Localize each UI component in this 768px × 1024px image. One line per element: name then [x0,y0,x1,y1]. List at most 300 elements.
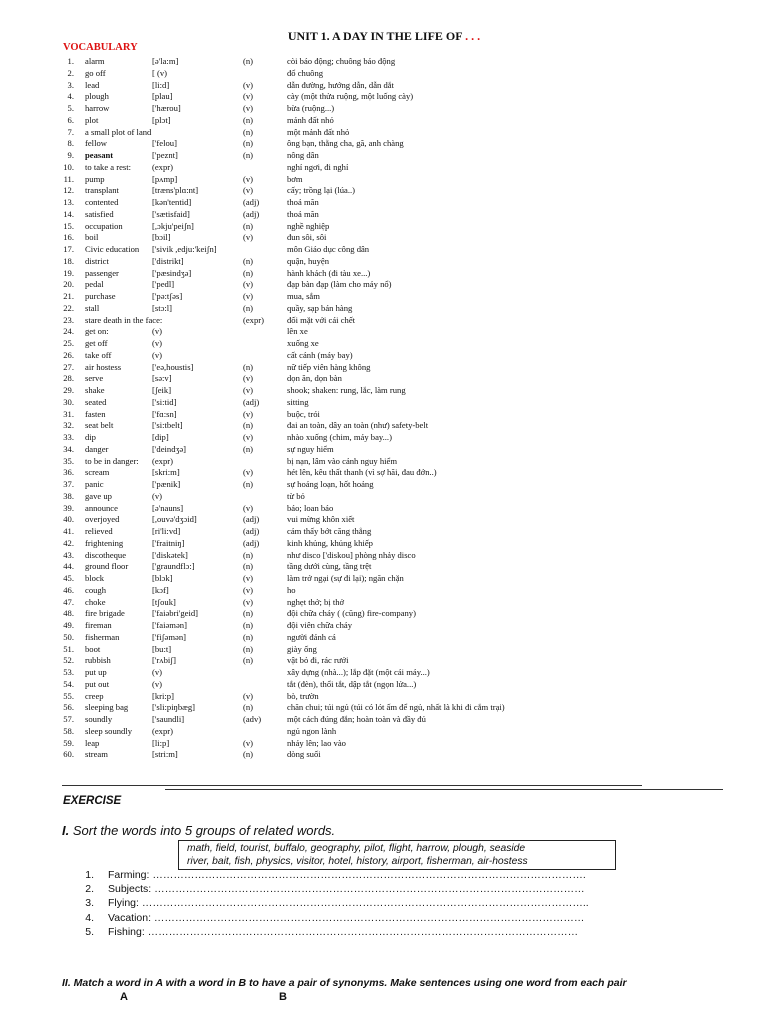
vocab-meaning: chăn chui; túi ngủ (túi có lót ấm để ngủ, nhất là khi đi cắm trại) [287,702,505,713]
vocab-row [0,197,768,209]
vocab-number: 31. [63,408,74,419]
vocab-pos: (adj) [243,526,260,536]
vocab-word: fisherman [85,631,120,642]
vocab-number: 24. [63,326,74,337]
vocab-word: plot [85,114,99,125]
vocab-number: 49. [63,620,74,630]
vocab-number: 53. [63,667,74,677]
vocab-word: fireman [85,620,112,630]
vocab-number: 19. [63,267,74,278]
vocab-ipa: [sə:v] [152,373,172,384]
word-box-line: river, bait, fish, physics, visitor, hotel, history, airport, fisherman, air-hostess [187,856,528,867]
vocab-meaning: đai an toàn, dây an toàn (như) safety-belt [287,420,429,431]
vocab-pos: (n) [243,220,254,231]
vocab-row [0,456,768,468]
vocab-number: 59. [63,737,74,748]
vocab-row [0,209,768,221]
vocab-ipa: ['fraitniŋ] [152,537,185,548]
vocab-ipa: [kən'tentid] [152,197,192,207]
vocab-ipa: (expr) [152,725,173,736]
vocab-word: get on: [85,326,109,337]
vocab-row [0,362,768,374]
vocab-meaning: nhào xuống (chim, máy bay...) [287,432,392,442]
vocab-meaning: cày (một thửa ruộng, một luống cày) [287,91,414,102]
vocab-pos: (n) [243,114,254,125]
vocab-number: 60. [63,749,74,760]
vocab-ipa: ['sli:piŋbæg] [152,702,196,713]
vocab-number: 38. [63,490,74,501]
vocab-meaning: xây dựng (nhà...); lắp đặt (một cái máy...) [287,667,430,677]
vocab-ipa: [li:d] [152,79,170,90]
vocab-number: 46. [63,584,74,595]
vocab-meaning: xuống xe [287,338,319,348]
vocab-number: 40. [63,514,74,525]
vocab-ipa: ['fɑ:sn] [152,408,177,419]
vocab-meaning: đun sôi, sôi [287,232,327,243]
vocab-number: 4. [67,91,74,102]
vocab-row [0,232,768,244]
vocab-word: rubbish [85,655,111,666]
vocab-row [0,385,768,397]
vocab-ipa: [skri:m] [152,467,180,478]
vocabulary-heading: VOCABULARY [63,42,138,53]
vocab-row [0,56,768,68]
vocab-pos: (v) [243,373,254,384]
vocab-word: Civic education [85,244,140,254]
vocab-ipa: [li:p] [152,737,170,748]
vocab-word: pump [85,173,105,184]
vocab-word: seat belt [85,420,114,431]
vocab-pos: (v) [243,467,254,478]
vocab-word: fasten [85,408,106,419]
vocab-word: leap [85,737,100,748]
vocab-pos: (v) [243,185,254,196]
vocab-word: boil [85,232,99,243]
vocab-ipa: ['fiʃəmən] [152,631,186,642]
vocab-pos: (n) [243,126,254,137]
group-number: 1. [85,869,94,881]
vocab-ipa: [ri'li:vd] [152,526,181,536]
vocab-meaning: bừa (ruộng...) [287,103,335,113]
vocab-meaning: cấy; trồng lại (lúa..) [287,185,356,196]
vocab-number: 43. [63,549,74,560]
group-row [0,896,768,910]
vocab-ipa: [kri:p] [152,690,174,701]
vocab-row [0,726,768,738]
vocab-word: ground floor [85,561,129,572]
group-list [0,868,768,939]
vocab-pos: (v) [243,737,254,748]
vocab-pos: (n) [243,631,254,642]
vocab-row [0,256,768,268]
vocab-pos: (adj) [243,514,260,525]
vocab-number: 2. [67,67,74,78]
vocab-row [0,279,768,291]
vocab-pos: (n) [243,561,254,572]
vocab-ipa: [tʃouk] [152,596,176,607]
vocab-word: go off [85,67,106,78]
vocab-word: air hostess [85,361,122,372]
vocab-meaning: hét lên, kêu thất thanh (vì sợ hãi, đau đớn..) [287,467,437,478]
vocab-number: 42. [63,537,74,548]
vocab-pos: (expr) [243,314,264,325]
vocab-pos: (v) [243,279,254,290]
vocab-meaning: ho [287,584,296,595]
vocab-number: 22. [63,302,74,313]
vocab-row [0,185,768,197]
vocab-word: purchase [85,291,116,301]
vocab-number: 9. [67,150,74,160]
vocab-word: announce [85,502,118,513]
vocab-ipa: ['graundflɔ:] [152,561,195,572]
vocab-ipa: ['faiəbri'geid] [152,608,199,619]
vocab-pos: (n) [243,479,254,489]
vocab-word: sleep soundly [85,725,133,736]
vocab-pos: (n) [243,138,254,149]
vocab-row [0,632,768,644]
vocab-number: 45. [63,573,74,583]
group-number: 5. [85,925,94,938]
vocab-pos: (n) [243,608,254,619]
vocab-ipa: ['si:tid] [152,396,177,407]
vocab-word: contented [85,197,119,207]
vocab-meaning: cảm thấy bớt căng thẳng [287,526,372,536]
vocab-meaning: bò, trườn [287,690,319,701]
vocab-row [0,338,768,350]
vocab-row [0,491,768,503]
vocab-word: serve [85,373,104,384]
vocab-row [0,608,768,620]
vocab-row [0,526,768,538]
vocab-row [0,620,768,632]
vocab-meaning: tầng dưới cùng, tầng trệt [287,561,372,572]
vocab-number: 29. [63,385,74,395]
vocab-ipa: [ə'nauns] [152,502,184,513]
group-label: Farming: ……………………………………………………………………………………………………………. [108,869,586,881]
vocab-pos: (v) [243,408,254,419]
vocab-word: harrow [85,103,110,113]
vocab-pos: (v) [243,91,254,102]
vocab-pos: (adj) [243,537,260,548]
vocab-meaning: nữ tiếp viên hàng không [287,361,371,372]
exercise-heading: EXERCISE [63,795,122,807]
vocab-row [0,503,768,515]
vocab-meaning: lên xe [287,326,308,337]
vocab-ipa: ['deindʒə] [152,443,186,454]
vocab-row [0,326,768,338]
group-label: Vacation: …………………………………………………………………………………………………………… [108,911,585,924]
vocab-row [0,268,768,280]
vocab-row [0,315,768,327]
vocab-meaning: dẫn đường, hướng dẫn, dẫn dắt [287,79,394,90]
vocab-word: boot [85,643,101,654]
vocab-ipa: [blɔk] [152,573,173,583]
vocab-word: peasant [85,150,114,160]
vocab-ipa: (expr) [152,161,173,172]
vocab-pos: (n) [243,443,254,454]
vocab-meaning: tắt (đèn), thổi tắt, dập tắt (ngọn lửa...) [287,678,417,689]
vocab-meaning: sitting [287,396,309,407]
vocab-row [0,538,768,550]
vocab-row [0,550,768,562]
vocab-number: 57. [63,714,74,724]
vocab-row [0,655,768,667]
vocab-number: 32. [63,420,74,431]
vocab-meaning: đội chữa cháy ( (cũng) fire-company) [287,608,416,619]
vocab-number: 48. [63,608,74,619]
vocab-row [0,514,768,526]
vocab-meaning: từ bỏ [287,490,305,501]
section-1-instruction [62,823,335,838]
vocab-number: 47. [63,596,74,607]
vocab-number: 35. [63,455,74,466]
vocab-meaning: mua, sắm [287,291,320,301]
vocab-row [0,221,768,233]
vocab-meaning: nghẹt thở; bị thở [287,596,345,607]
vocab-pos: (n) [243,655,254,666]
vocab-row [0,115,768,127]
vocab-ipa: [bu:t] [152,643,172,654]
vocab-ipa: [ə'la:m] [152,56,179,66]
vocab-word: lead [85,79,100,90]
group-number: 4. [85,911,94,924]
group-number: 2. [85,883,94,896]
vocab-word: relieved [85,526,113,536]
vocab-ipa: ['pə:tʃəs] [152,291,183,301]
vocab-meaning: dòng suối [287,749,321,760]
vocab-meaning: như disco ['diskou] phòng nhảy disco [287,549,416,560]
vocab-row [0,573,768,585]
vocab-word: pedal [85,279,104,290]
vocab-word: a small plot of land [85,126,152,137]
vocab-meaning: thoả mãn [287,197,319,207]
vocab-word: satisfied [85,208,114,219]
vocab-row [0,479,768,491]
group-row [0,911,768,925]
vocab-word: dip [85,432,96,442]
vocab-word: cough [85,584,107,595]
vocab-number: 23. [63,314,74,325]
vocab-pos: (v) [243,173,254,184]
vocab-ipa: [pʌmp] [152,173,178,184]
vocab-row [0,679,768,691]
vocab-number: 39. [63,502,74,513]
vocab-pos: (adj) [243,208,260,219]
vocab-row [0,667,768,679]
vocab-pos: (adj) [243,396,260,407]
vocab-number: 27. [63,361,74,372]
vocab-meaning: báo; loan báo [287,502,334,513]
vocab-pos: (n) [243,302,254,313]
vocab-word: alarm [85,56,105,66]
vocab-pos: (v) [243,573,254,583]
vocab-number: 21. [63,291,74,301]
vocab-word: block [85,573,105,583]
vocab-row [0,303,768,315]
vocab-meaning: nông dân [287,150,319,160]
vocab-number: 5. [67,103,74,113]
vocab-ipa: ['sivik ,edju:'keiʃn] [152,244,217,254]
vocab-word: plough [85,91,109,102]
vocab-row [0,409,768,421]
vocab-row [0,68,768,80]
vocab-word: stream [85,749,108,760]
column-b-label: B [279,991,287,1003]
vocab-word: panic [85,479,104,489]
vocab-ipa: (v) [152,667,163,677]
vocab-row [0,150,768,162]
vocab-pos: (v) [243,232,254,243]
vocab-word: to be in danger: [85,455,139,466]
vocab-word: gave up [85,490,112,501]
vocab-meaning: vật bỏ đi, rác rưởi [287,655,349,666]
vocab-number: 30. [63,396,74,407]
vocab-word: scream [85,467,110,478]
vocab-ipa: (v) [152,349,163,360]
vocab-ipa: ['diskətek] [152,549,188,560]
section-1-number: I. [62,823,70,838]
vocab-number: 3. [67,79,74,90]
vocab-meaning: nghề nghiệp [287,220,330,231]
vocab-meaning: còi báo động; chuông báo động [287,56,396,66]
vocab-pos: (v) [243,596,254,607]
vocab-row [0,644,768,656]
vocab-number: 18. [63,255,74,266]
vocab-number: 20. [63,279,74,290]
group-row [0,925,768,939]
vocab-word: creep [85,690,104,701]
vocab-meaning: giày ống [287,643,317,654]
vocab-pos: (n) [243,361,254,372]
vocab-ipa: ['eə,houstis] [152,361,194,372]
vocab-row [0,467,768,479]
vocab-row [0,691,768,703]
vocab-meaning: nhảy lên; lao vào [287,737,346,748]
vocab-number: 14. [63,208,74,219]
vocab-ipa: [stri:m] [152,749,178,760]
vocab-number: 34. [63,443,74,454]
vocab-pos: (n) [243,56,254,66]
vocab-pos: (v) [243,79,254,90]
vocab-ipa: [bɔil] [152,232,171,243]
vocab-number: 1. [67,56,74,66]
vocab-meaning: cất cánh (máy bay) [287,349,353,360]
vocab-number: 58. [63,725,74,736]
word-box [178,840,616,870]
vocab-row [0,738,768,750]
vocab-meaning: một mảnh đất nhỏ [287,126,350,137]
vocab-row [0,702,768,714]
vocab-number: 7. [67,126,74,137]
vocab-meaning: một cách đúng đắn; hoàn toàn và đầy đủ [287,714,426,724]
vocab-meaning: quầy, sạp bán hàng [287,302,353,313]
vocab-ipa: ['rʌbiʃ] [152,655,176,666]
vocab-word: soundly [85,714,113,724]
vocab-word: stall [85,302,100,313]
vocab-number: 17. [63,244,74,254]
word-box-line: math, field, tourist, buffalo, geography, pilot, flight, harrow, plough, seaside [187,843,526,854]
vocab-ipa: (v) [152,490,163,501]
vocab-pos: (n) [243,549,254,560]
vocab-word: get off [85,338,108,348]
vocab-meaning: làm trở ngại (sự đi lại); ngăn chặn [287,573,404,583]
vocab-ipa: [,ɔkju'peiʃn] [152,220,194,231]
section-2-instruction: II. Match a word in A with a word in B to have a pair of synonyms. Make sentences using one word from each pair [62,977,627,989]
unit-title-dots: . . . [465,29,481,43]
vocab-number: 41. [63,526,74,536]
vocab-word: put out [85,678,110,689]
vocab-ipa: [,ouvə'dʒɔid] [152,514,197,525]
vocab-ipa: ['si:tbelt] [152,420,183,431]
vocab-word: choke [85,596,106,607]
vocab-row [0,80,768,92]
vocab-pos: (n) [243,620,254,630]
vocab-ipa: ['sætisfaid] [152,208,190,219]
vocab-row [0,291,768,303]
vocab-row [0,444,768,456]
vocab-number: 28. [63,373,74,384]
vocab-pos: (n) [243,267,254,278]
vocab-number: 51. [63,643,74,654]
vocab-word: shake [85,385,105,395]
vocab-pos: (v) [243,385,254,395]
vocab-row [0,350,768,362]
vocab-meaning: dọn ăn, dọn bàn [287,373,342,384]
vocab-word: passenger [85,267,119,278]
vocab-number: 25. [63,338,74,348]
group-row [0,882,768,896]
vocab-number: 52. [63,655,74,666]
vocab-meaning: đối mặt với cái chết [287,314,356,325]
vocab-ipa: ['pænik] [152,479,181,489]
vocab-row [0,174,768,186]
vocab-number: 44. [63,561,74,572]
vocab-number: 15. [63,220,74,231]
group-label: Subjects: …………………………………………………………………………………………………………… [108,883,585,896]
vocab-ipa: ['faiəmən] [152,620,187,630]
vocab-number: 37. [63,479,74,489]
vocab-meaning: đạp bàn đạp (làm cho máy nổ) [287,279,392,290]
vocab-row [0,420,768,432]
vocab-row [0,561,768,573]
vocab-meaning: shook; shaken: rung, lắc, làm rung [287,385,406,395]
vocab-number: 12. [63,185,74,196]
vocab-row [0,138,768,150]
vocab-word: occupation [85,220,123,231]
vocab-ipa: ['peznt] [152,150,178,160]
vocab-row [0,585,768,597]
vocab-number: 10. [63,161,74,172]
group-row [0,868,768,882]
vocab-meaning: người đánh cá [287,631,336,642]
vocab-number: 16. [63,232,74,243]
vocab-meaning: sự hoảng loạn, hốt hoảng [287,479,374,489]
vocab-number: 56. [63,702,74,713]
vocab-word: seated [85,396,107,407]
vocab-ipa: (v) [152,678,163,689]
vocab-number: 6. [67,114,74,125]
vocab-word: to take a rest: [85,161,132,172]
vocab-ipa: [plau] [152,91,173,102]
vocab-word: stare death in the face: [85,314,163,325]
divider-line [62,785,642,786]
vocab-pos: (n) [243,255,254,266]
vocab-row [0,244,768,256]
section-1-text: Sort the words into 5 groups of related words. [72,823,336,838]
vocab-meaning: hành khách (đi tàu xe...) [287,267,371,278]
vocab-ipa: [ʃeik] [152,385,172,395]
column-a-label: A [120,991,128,1003]
